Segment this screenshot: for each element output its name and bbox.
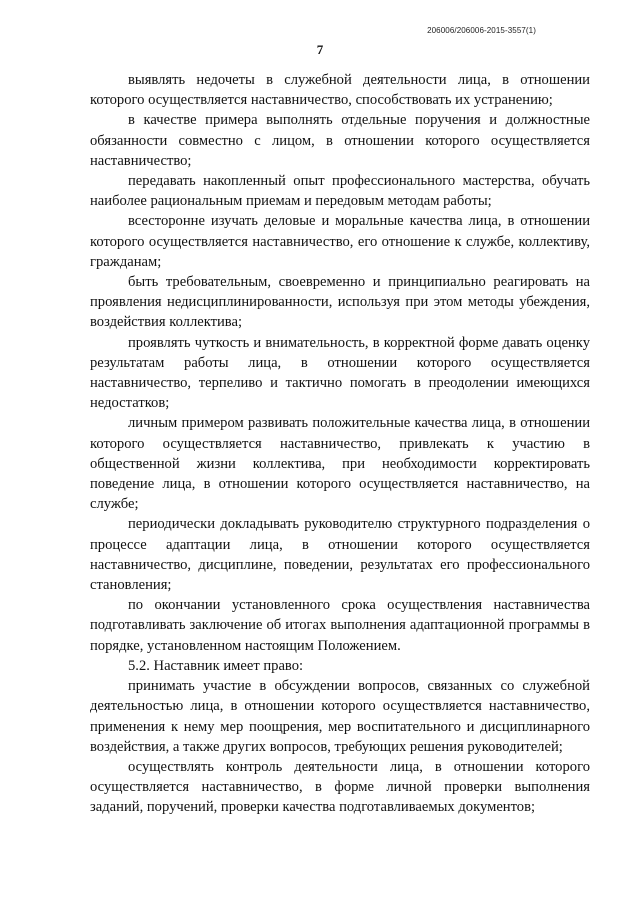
document-id: 206006/206006-2015-3557(1) [427, 26, 536, 35]
paragraph: проявлять чуткость и внимательность, в корректной форме давать оценку результатам работы лица, в отношении которого осуществляется наставничество, терпеливо и тактично помогать в преодолении имеющихся недостатков; [90, 334, 590, 412]
paragraph: по окончании установленного срока осуществления наставничества подготавливать заключение об итогах выполнения адаптационной программы в порядке, установленном настоящим Положением. [90, 597, 590, 654]
paragraph: осуществлять контроль деятельности лица, в отношении которого осуществляется наставничество, в форме личной проверки выполнения заданий, поручений, проверки качества подготавливаемых документов; [90, 758, 590, 816]
paragraph: в качестве примера выполнять отдельные поручения и должностные обязанности совместно с лицом, в отношении которого осуществляется наставничество; [90, 112, 590, 169]
paragraph: личным примером развивать положительные качества лица, в отношении которого осуществляется наставничество, привлекать к участию в общественной жизни коллектива, при необходимости корректировать поведение лица, в отношении которого осуществляется наставничество, на службе; [90, 415, 590, 513]
paragraph: передавать накопленный опыт профессионального мастерства, обучать наиболее рациональным приемам и передовым методам работы; [90, 173, 590, 210]
section-heading: 5.2. Наставник имеет право: [128, 657, 304, 674]
paragraph: выявлять недочеты в служебной деятельности лица, в отношении которого осуществляется наставничество, способствовать их устранению; [90, 72, 590, 109]
document-body [90, 70, 590, 818]
paragraph: периодически докладывать руководителю структурного подразделения о процессе адаптации лица, в отношении которого осуществляется наставничество, дисциплине, поведении, результатах его профессионального становления; [90, 516, 590, 594]
page-number: 7 [316, 42, 324, 57]
paragraph: принимать участие в обсуждении вопросов, связанных со служебной деятельностью лица, в отношении которого осуществляется наставничество, применения к нему мер поощрения, мер воспитательного и дисциплинарного воздействия, а также других вопросов, требующих решения руководителей; [90, 678, 590, 755]
paragraph: всесторонне изучать деловые и моральные качества лица, в отношении которого осуществляется наставничество, его отношение к службе, коллективу, гражданам; [90, 213, 590, 270]
paragraph: быть требовательным, своевременно и принципиально реагировать на проявления недисциплинированности, используя при этом методы убеждения, воздействия коллектива; [90, 274, 590, 331]
